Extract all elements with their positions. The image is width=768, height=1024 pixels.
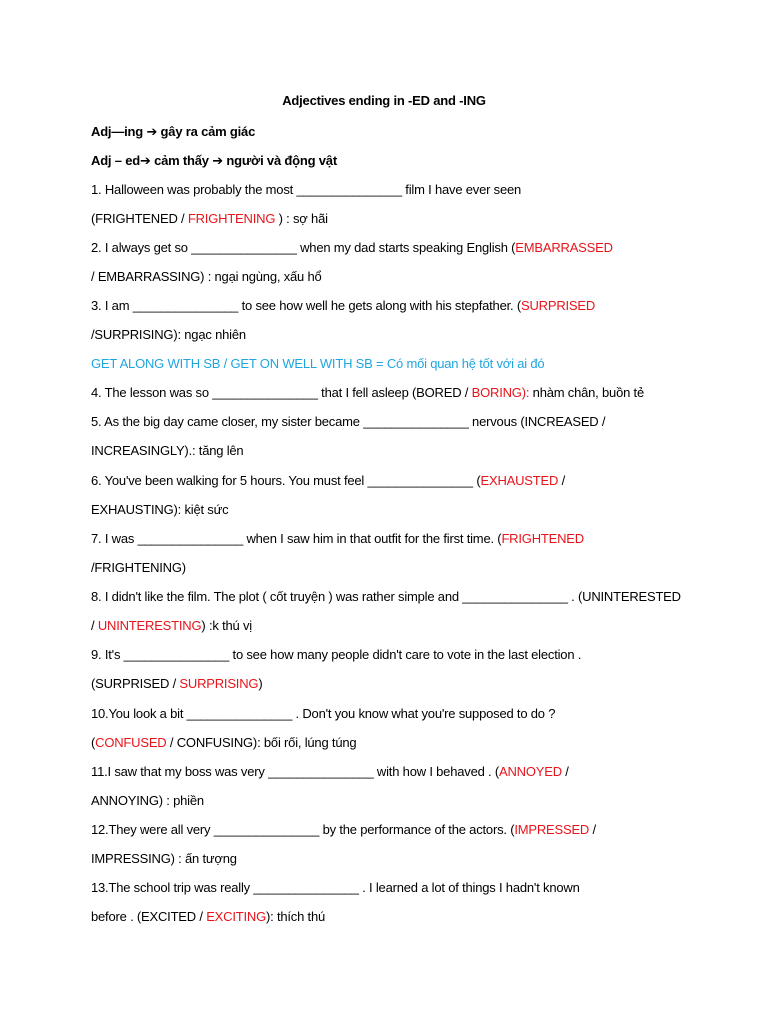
question-1-line-1: 1. Halloween was probably the most _______________ film I have ever seen [91, 182, 522, 197]
question-text: 6. You've been walking for 5 hours. You must feel _______________ ( [91, 473, 481, 488]
option-text: / [91, 618, 98, 633]
answer-highlight: FRIGHTENED [501, 531, 584, 546]
answer-highlight: ANNOYED [499, 764, 562, 779]
option-text: ( [91, 735, 96, 750]
answer-highlight: EMBARRASSED [515, 240, 613, 255]
question-5-line-2: INCREASINGLY).: tăng lên [91, 443, 244, 458]
question-13-line-2 [91, 909, 325, 924]
answer-highlight: FRIGHTENING [187, 211, 276, 226]
option-text: (SURPRISED / [91, 676, 180, 691]
question-2-line-1 [91, 240, 613, 255]
question-8-line-2 [91, 618, 252, 633]
question-9-line-1: 9. It's _______________ to see how many people didn't care to vote in the last election . [91, 647, 582, 662]
meaning-text: nhàm chân, buồn tẻ [529, 385, 644, 400]
option-text: (FRIGHTENED / [91, 211, 188, 226]
question-6-line-2: EXHAUSTING): kiệt sức [91, 502, 229, 517]
document-title: Adjectives ending in -ED and -ING [282, 93, 486, 108]
meaning-text: ): thích thú [266, 909, 326, 924]
question-11-line-1 [91, 764, 569, 779]
question-9-line-2 [91, 676, 262, 691]
question-text: 12.They were all very _______________ by the performance of the actors. ( [91, 822, 515, 837]
answer-highlight: EXHAUSTED [480, 473, 559, 488]
question-12-line-1 [91, 822, 596, 837]
question-text: 11.I saw that my boss was very _______________ with how I behaved . ( [91, 764, 499, 779]
answer-highlight: BORING): [471, 385, 530, 400]
question-13-line-1: 13.The school trip was really _______________ . I learned a lot of things I hadn't known [91, 880, 580, 895]
answer-highlight: EXCITING [206, 909, 266, 924]
question-text: 4. The lesson was so _______________ that I fell asleep (BORED / [91, 385, 472, 400]
option-text: / [558, 473, 566, 488]
question-10-line-1: 10.You look a bit _______________ . Don't you know what you're supposed to do ? [91, 706, 556, 721]
question-2-line-2: / EMBARRASSING) : ngại ngùng, xấu hổ [91, 269, 322, 284]
question-6-line-1 [91, 473, 565, 488]
question-7-line-2: /FRIGHTENING) [91, 560, 186, 575]
question-3-line-2: /SURPRISING): ngạc nhiên [91, 327, 246, 342]
option-text: / [561, 764, 569, 779]
meaning-text: / CONFUSING): bối rối, lúng túng [166, 735, 357, 750]
question-1-line-2 [91, 211, 328, 226]
answer-highlight: IMPRESSED [514, 822, 590, 837]
question-text: 3. I am _______________ to see how well he gets along with his stepfather. ( [91, 298, 521, 313]
option-text: before . (EXCITED / [91, 909, 207, 924]
answer-highlight: CONFUSED [95, 735, 167, 750]
answer-highlight: SURPRISED [521, 298, 596, 313]
rule-ing: Adj—ing ➔ gây ra cảm giác [91, 124, 256, 139]
idiom-note: GET ALONG WITH SB / GET ON WELL WITH SB = Có mối quan hệ tốt với ai đó [91, 356, 545, 371]
question-10-line-2 [91, 735, 356, 750]
meaning-text: ) : sợ hãi [275, 211, 328, 226]
question-4-line-1 [91, 385, 644, 400]
question-3-line-1 [91, 298, 595, 313]
rule-ed: Adj – ed➔ cảm thấy ➔ người và động vật [91, 153, 337, 168]
meaning-text: ) :k thú vị [201, 618, 252, 633]
question-7-line-1 [91, 531, 584, 546]
option-text: / [589, 822, 596, 837]
answer-highlight: SURPRISING [179, 676, 259, 691]
question-12-line-2: IMPRESSING) : ấn tượng [91, 851, 237, 866]
question-text: 7. I was _______________ when I saw him in that outfit for the first time. ( [91, 531, 502, 546]
question-11-line-2: ANNOYING) : phiền [91, 793, 204, 808]
question-text: 2. I always get so _______________ when my dad starts speaking English ( [91, 240, 516, 255]
question-8-line-1: 8. I didn't like the film. The plot ( cốt truyện ) was rather simple and _______________ . (UNINTERESTED [91, 589, 681, 604]
answer-highlight: UNINTERESTING [97, 618, 202, 633]
question-5-line-1: 5. As the big day came closer, my sister became _______________ nervous (INCREASED / [91, 414, 606, 429]
option-text: ) [258, 676, 263, 691]
